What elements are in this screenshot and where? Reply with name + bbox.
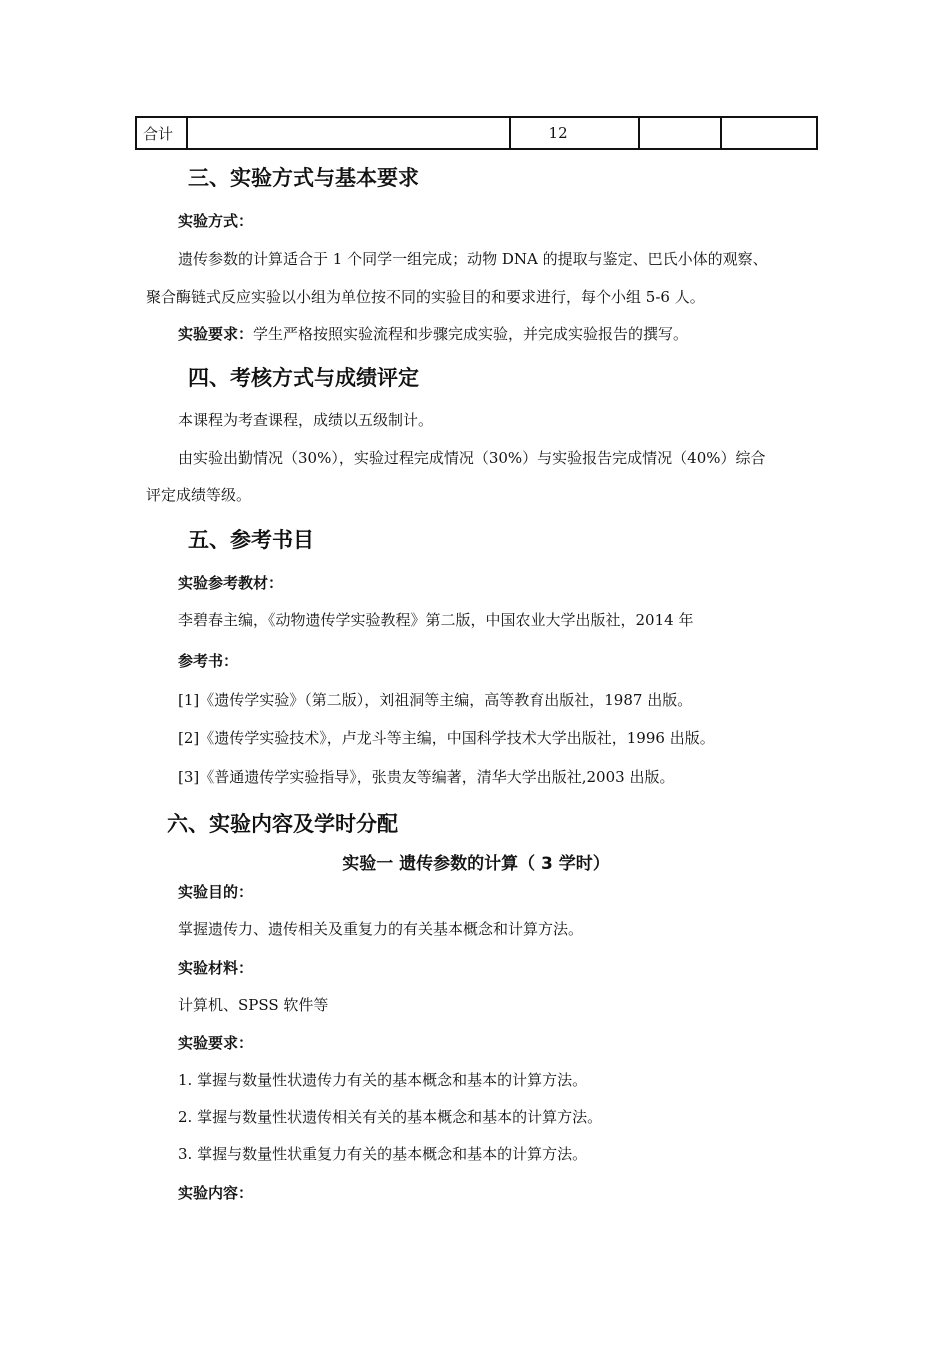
method-label: 实验方式： <box>178 212 254 230</box>
purpose-text: 掌握遗传力、遗传相关及重复力的有关基本概念和计算方法。 <box>178 920 584 938</box>
requirement-text: 学生严格按照实验流程和步骤完成实验，并完成实验报告的撰写。 <box>253 325 689 343</box>
experiment-title: 实验一 遗传参数的计算（ 3 学时） <box>342 854 610 874</box>
paragraph-line: 评定成绩等级。 <box>146 486 252 504</box>
table-cell-empty <box>639 117 720 149</box>
total-row-table <box>135 116 818 150</box>
requirement-line <box>178 323 688 344</box>
requirement-item: 2. 掌握与数量性状遗传相关有关的基本概念和基本的计算方法。 <box>178 1108 603 1126</box>
textbook-citation: 李碧春主编，《动物遗传学实验教程》第二版，中国农业大学出版社，2014 年 <box>178 611 694 629</box>
paragraph-line: 遗传参数的计算适合于 1 个同学一组完成；动物 DNA 的提取与鉴定、巴氏小体的观察、 <box>178 250 768 268</box>
content-label: 实验内容： <box>178 1184 254 1202</box>
section-heading: 三、实验方式与基本要求 <box>188 166 419 190</box>
table-cell-label: 合计 <box>136 117 187 149</box>
requirements-label: 实验要求： <box>178 1034 254 1052</box>
reference-item: [3]《普通遗传学实验指导》，张贵友等编著，清华大学出版社,2003 出版。 <box>178 768 675 786</box>
purpose-label: 实验目的： <box>178 883 254 901</box>
textbook-label: 实验参考教材： <box>178 574 284 592</box>
section-heading: 四、考核方式与成绩评定 <box>188 366 419 390</box>
paragraph-line: 本课程为考查课程，成绩以五级制计。 <box>178 411 434 429</box>
reference-item: [2]《遗传学实验技术》，卢龙斗等主编，中国科学技术大学出版社，1996 出版。 <box>178 729 715 747</box>
requirement-item: 3. 掌握与数量性状重复力有关的基本概念和基本的计算方法。 <box>178 1145 588 1163</box>
materials-label: 实验材料： <box>178 959 254 977</box>
requirement-label: 实验要求： <box>178 325 254 343</box>
table-cell-empty <box>721 117 817 149</box>
references-label: 参考书： <box>178 652 239 670</box>
table-cell-hours: 12 <box>510 117 640 149</box>
paragraph-line: 由实验出勤情况（30%），实验过程完成情况（30%）与实验报告完成情况（40%）综合 <box>178 449 766 467</box>
reference-item: [1]《遗传学实验》（第二版），刘祖洞等主编，高等教育出版社，1987 出版。 <box>178 691 693 709</box>
requirement-item: 1. 掌握与数量性状遗传力有关的基本概念和基本的计算方法。 <box>178 1071 588 1089</box>
table-row <box>136 117 817 149</box>
paragraph-line: 聚合酶链式反应实验以小组为单位按不同的实验目的和要求进行，每个小组 5-6 人。 <box>146 288 705 306</box>
table-cell-empty <box>187 117 510 149</box>
materials-text: 计算机、SPSS 软件等 <box>178 996 329 1014</box>
section-heading: 六、实验内容及学时分配 <box>167 812 398 836</box>
section-heading: 五、参考书目 <box>188 528 314 552</box>
